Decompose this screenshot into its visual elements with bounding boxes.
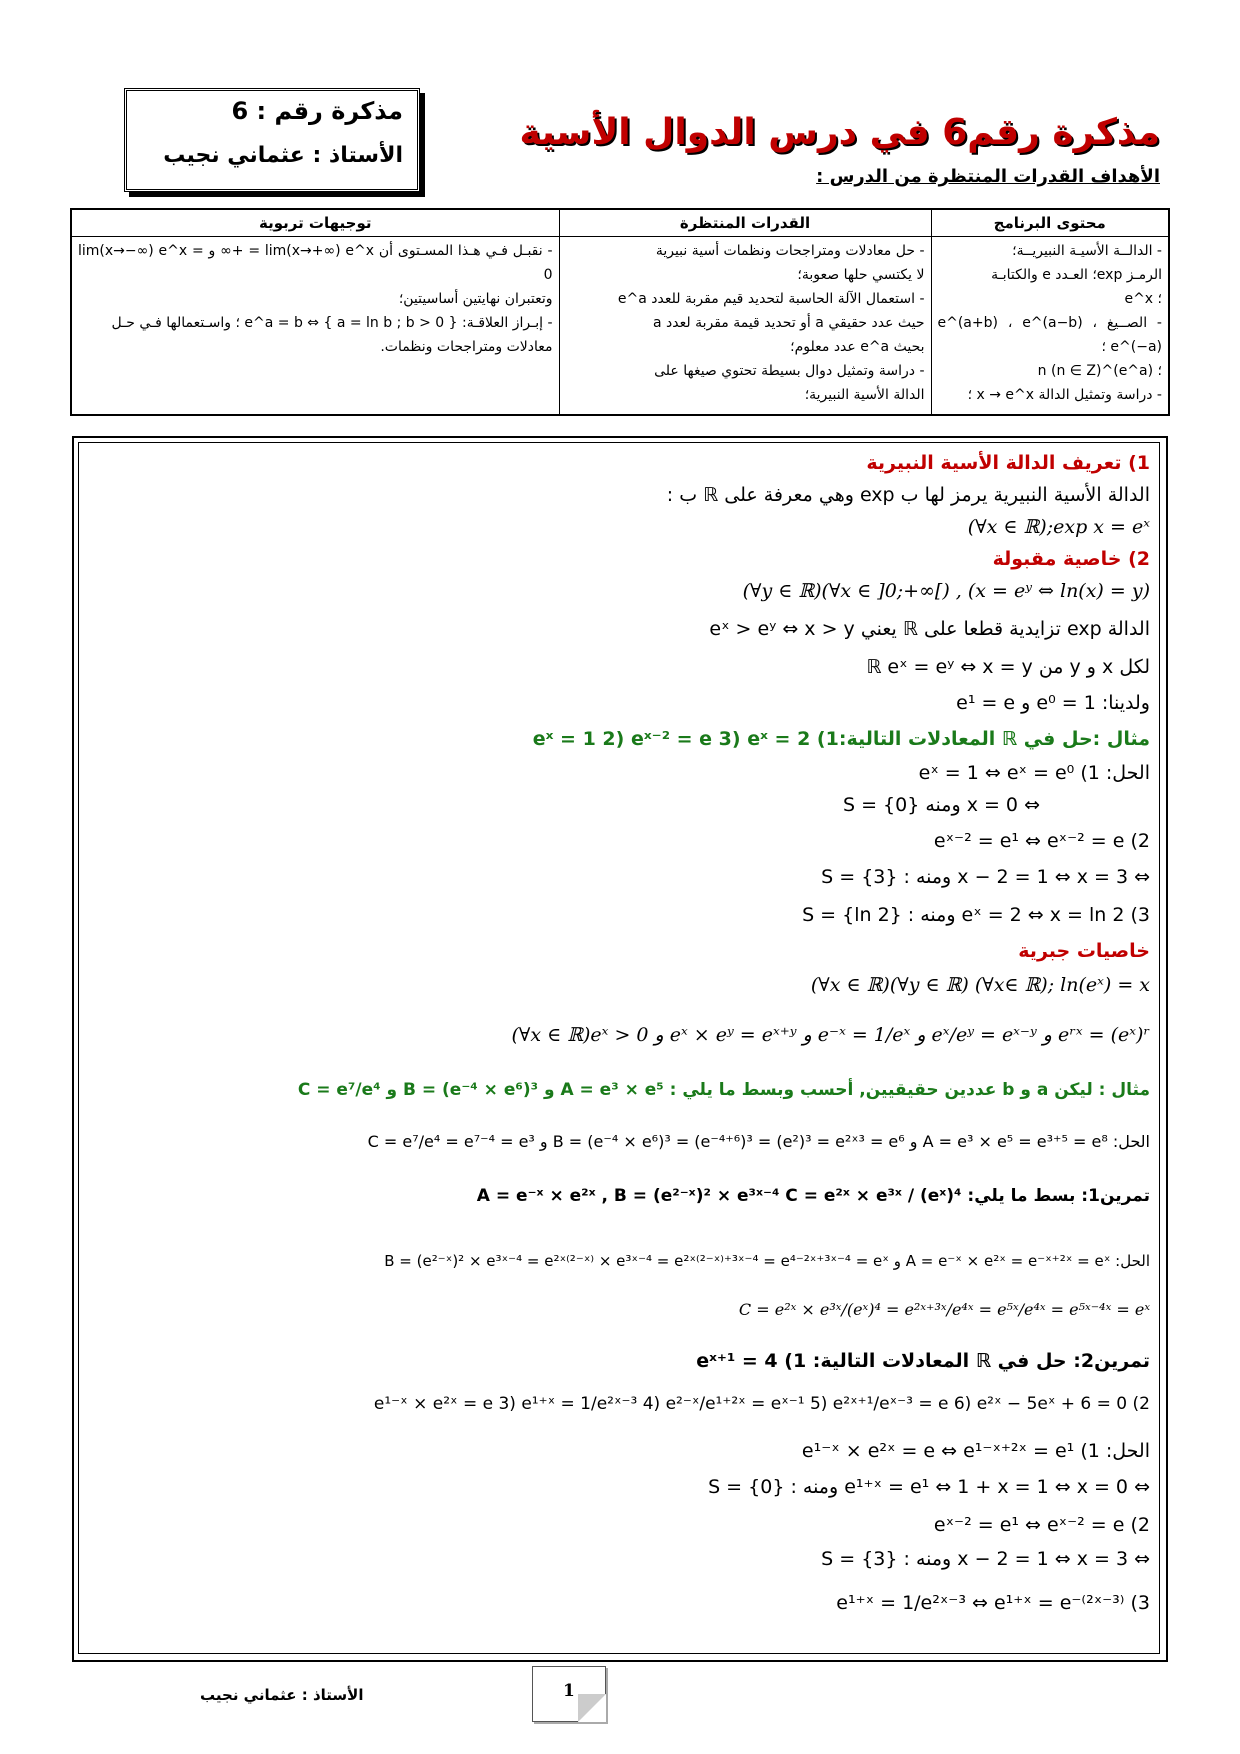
solution-1 xyxy=(919,762,1150,784)
solution-1-text: الحل: 1) eˣ = 1 ⇔ eˣ = e⁰ xyxy=(918,762,1150,784)
example-2 xyxy=(298,1080,1150,1100)
page-fold-icon xyxy=(578,1694,606,1722)
guidance-line: معادلات ومتراجحات ونظمات. xyxy=(380,339,553,355)
exercise-1-solution: الحل: A = e⁻ˣ × e²ˣ = e⁻ˣ⁺²ˣ = eˣ و B = (e²⁻ˣ)² × e³ˣ⁻⁴ = e²ˣ⁽²⁻ˣ⁾ × e³ˣ⁻⁴ = e²ˣ⁽²⁻ˣ⁾⁺³ˣ⁻⁴ = e⁴⁻²ˣ⁺³ˣ⁻⁴ = eˣ xyxy=(384,1252,1150,1270)
guidance-cell xyxy=(71,237,559,416)
header-guidance: توجيهات تربوية xyxy=(71,209,559,237)
abilities-line: حيث عدد حقيقي a أو تحديد قيمة مقربة لعدد a xyxy=(652,315,925,331)
solution-2: 2) eˣ⁻² = e¹ ⇔ eˣ⁻² = e xyxy=(933,830,1150,852)
exercise-2-equations: 2) e¹⁻ˣ × e²ˣ = e 3) e¹⁺ˣ = 1/e²ˣ⁻³ 4) e²⁻ˣ/e¹⁺²ˣ = eˣ⁻¹ 5) e²ˣ⁺¹/eˣ⁻³ = e 6) e²ˣ − 5eˣ + 6 = 0 xyxy=(373,1394,1150,1414)
page-title: مذكرة رقم6 في درس الدوال الأسية xyxy=(519,112,1160,153)
guidance-line: - إبـراز العلاقـة: e^a = b ⇔ { a = ln b ; b > 0 } ؛ واسـتعمالها فـي حـل xyxy=(111,315,553,331)
exercise-2-solution-1 xyxy=(802,1440,1150,1462)
solution-3: 3) eˣ = 2 ⇔ x = ln 2 ومنه : S = {ln 2} xyxy=(802,904,1150,926)
page-number: 1 xyxy=(563,1681,575,1701)
section-definition-title: 1) تعريف الدالة الأسية النبيرية xyxy=(866,452,1150,474)
exercise-2-solution-2: 2) eˣ⁻² = e¹ ⇔ eˣ⁻² = e xyxy=(933,1514,1150,1536)
memo-info-box xyxy=(124,88,420,192)
memo-teacher: الأستاذ : عثماني نجيب xyxy=(163,143,403,168)
content-line: - الدالــة الأسيـة النبيريــة؛ xyxy=(1012,243,1162,259)
header-content: محتوى البرنامج xyxy=(931,209,1169,237)
example-1 xyxy=(533,728,1150,750)
exercise-2-solution-3: 3) e¹⁺ˣ = 1/e²ˣ⁻³ ⇔ e¹⁺ˣ = e⁻⁽²ˣ⁻³⁾ xyxy=(836,1592,1150,1614)
property-formula: (∀y ∈ ℝ)(∀x ∈ ]0;+∞[) , (x = eʸ ⇔ ln(x) = y) xyxy=(742,580,1150,602)
equality-statement: لكل x و y من ℝ eˣ = eʸ ⇔ x = y xyxy=(866,656,1150,678)
page-number-box xyxy=(532,1666,606,1722)
program-table xyxy=(70,208,1170,416)
example-2-solution: الحل: A = e³ × e⁵ = e³⁺⁵ = e⁸ و B = (e⁻⁴ × e⁶)³ = (e⁻⁴⁺⁶)³ = (e²)³ = e²ˣ³ = e⁶ و C = e⁷/e⁴ = e⁷⁻⁴ = e³ xyxy=(367,1132,1150,1151)
abilities-line: - استعمال الآلة الحاسبة لتحديد قيم مقربة للعدد e^a xyxy=(617,291,925,307)
known-values: ولدينا: e⁰ = 1 و e¹ = e xyxy=(956,692,1150,714)
algebraic-rules: (∀x ∈ ℝ)eˣ > 0 و eˣ × eʸ = eˣ⁺ʸ و e⁻ˣ = 1/eˣ و eˣ/eʸ = eˣ⁻ʸ و eʳˣ = (eˣ)ʳ xyxy=(511,1024,1150,1046)
exercise-2 xyxy=(696,1350,1150,1372)
abilities-line: لا يكتسي حلها صعوبة؛ xyxy=(797,267,925,283)
content-line: - الصــيغ e^(a+b) ، e^(a−b) ، e^(−a) ؛ xyxy=(937,315,1162,355)
abilities-line: الدالة الأسية النبيرية؛ xyxy=(804,387,925,403)
guidance-line: - نقبـل فـي هـذا المسـتوى أن lim(x→+∞) e^x = +∞ و lim(x→−∞) e^x = 0 xyxy=(78,243,553,283)
abilities-line: - دراسة وتمثيل دوال بسيطة تحتوي صيغها على xyxy=(654,363,925,379)
solution-1-result: ⇔ x = 0 ومنه S = {0} xyxy=(843,794,1040,816)
exercise-2-text: تمرين2: حل في ℝ المعادلات التالية: 1) eˣ⁺¹ = 4 xyxy=(696,1350,1150,1372)
abilities-cell xyxy=(559,237,931,416)
example-1-text: مثال :حل في ℝ المعادلات التالية:1) eˣ = 1 2) eˣ⁻² = e 3) eˣ = 2 xyxy=(532,728,1150,750)
definition-text: الدالة الأسية النبيرية يرمز لها ب exp وهي معرفة على ℝ ب : xyxy=(666,484,1150,506)
content-cell xyxy=(931,237,1169,416)
section-property-title: 2) خاصية مقبولة xyxy=(992,548,1150,570)
objectives-heading: الأهداف القدرات المنتظرة من الدرس : xyxy=(816,166,1160,187)
header-abilities: القدرات المنتظرة xyxy=(559,209,931,237)
footer-teacher: الأستاذ : عثماني نجيب xyxy=(200,1686,364,1704)
abilities-line: بحيث e^a عدد معلوم؛ xyxy=(790,339,925,355)
exercise-1-text: تمرين1: بسط ما يلي: A = e⁻ˣ × e²ˣ , B = (e²⁻ˣ)² × e³ˣ⁻⁴ C = e²ˣ × e³ˣ / (eˣ)⁴ xyxy=(476,1186,1150,1206)
section-algebraic-title: خاصيات جبرية xyxy=(1018,940,1150,962)
content-line: ؛ e^x xyxy=(1124,291,1162,307)
exercise-1 xyxy=(477,1186,1150,1206)
exercise-2-solution-1-text: الحل: 1) e¹⁻ˣ × e²ˣ = e ⇔ e¹⁻ˣ⁺²ˣ = e¹ xyxy=(801,1440,1150,1462)
exercise-2-solution-1-result: ⇔ e¹⁺ˣ = e¹ ⇔ 1 + x = 1 ⇔ x = 0 ومنه : S = {0} xyxy=(708,1476,1150,1498)
content-line: الرمـز exp؛ العـدد e والكتابـة xyxy=(991,267,1162,283)
example-2-text: مثال : ليكن a و b عددين حقيقيين, أحسب وبسط ما يلي : A = e³ × e⁵ و B = (e⁻⁴ × e⁶)³ و C = e⁷/e⁴ xyxy=(297,1080,1150,1100)
guidance-line: وتعتبران نهايتين أساسيتين؛ xyxy=(398,291,553,307)
exercise-2-solution-2-result: ⇔ x − 2 = 1 ⇔ x = 3 ومنه : S = {3} xyxy=(821,1548,1150,1570)
exercise-1-solution-c: C = e²ˣ × e³ˣ/(eˣ)⁴ = e²ˣ⁺³ˣ/e⁴ˣ = e⁵ˣ/e⁴ˣ = e⁵ˣ⁻⁴ˣ = eˣ xyxy=(738,1300,1150,1319)
content-line: - دراسة وتمثيل الدالة x → e^x ؛ xyxy=(967,387,1162,403)
solution-2-result: ⇔ x − 2 = 1 ⇔ x = 3 ومنه : S = {3} xyxy=(821,866,1150,888)
content-line: ؛ (e^a)^n (n ∈ Z) xyxy=(1037,363,1162,379)
algebraic-ln-property: (∀x ∈ ℝ)(∀y ∈ ℝ) (∀x∈ ℝ); ln(eˣ) = x xyxy=(810,974,1150,996)
abilities-line: - حل معادلات ومتراجحات ونظمات أسية نبيرية xyxy=(655,243,925,259)
monotonic-statement: الدالة exp تزايدية قطعا على ℝ يعني eˣ > eʸ ⇔ x > y xyxy=(709,618,1150,640)
definition-formula: (∀x ∈ ℝ);exp x = eˣ xyxy=(967,516,1150,538)
memo-number: مذكرة رقم : 6 xyxy=(231,97,403,125)
